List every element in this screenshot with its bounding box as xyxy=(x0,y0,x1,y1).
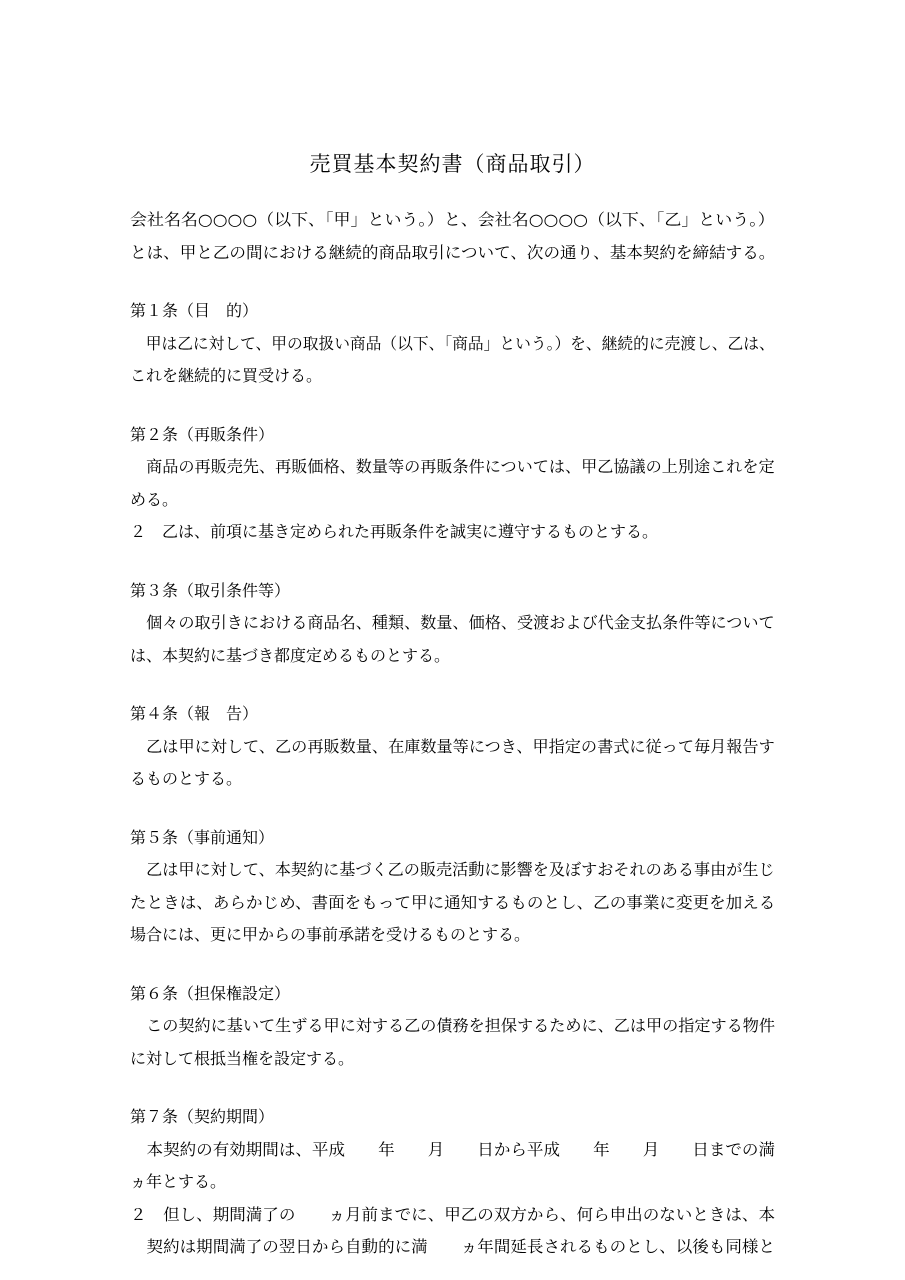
article-text-line: ２ 乙は、前項に基き定められた再販条件を誠実に遵守するものとする。 xyxy=(130,522,659,541)
article-heading: 第３条（取引条件等） xyxy=(130,580,291,600)
article-heading: 第２条（再販条件） xyxy=(130,424,275,444)
article-text-line: これを継続的に買受ける。 xyxy=(130,366,323,385)
article-text-line: 契約は期間満了の翌日から自動的に満 ヵ年間延長されるものとし、以後も同様と xyxy=(130,1237,776,1256)
article-text-line: は、本契約に基づき都度定めるものとする。 xyxy=(130,645,451,665)
article-heading: 第５条（事前通知） xyxy=(130,827,275,847)
article-text-line: この契約に基いて生ずる甲に対する乙の債務を担保するために、乙は甲の指定する物件 xyxy=(130,1016,776,1035)
article-text-line: たときは、あらかじめ、書面をもって甲に通知するものとし、乙の事業に変更を加える xyxy=(130,892,776,912)
article-text-line: 乙は甲に対して、乙の再販数量、在庫数量等につき、甲指定の書式に従って毎月報告す xyxy=(130,736,775,756)
article-text-line: 場合には、更に甲からの事前承諾を受けるものとする。 xyxy=(130,925,531,944)
article-text-line: 商品の再販売先、再販価格、数量等の再販条件については、甲乙協議の上別途これを定 xyxy=(130,457,775,476)
intro-line: 会社名名○○○○（以下、「甲」という。）と、会社名○○○○（以下、「乙」という。） xyxy=(130,210,775,229)
article-heading: 第４条（報 告） xyxy=(130,704,259,723)
article-heading: 第７条（契約期間） xyxy=(130,1107,275,1126)
article-text-line: 本契約の有効期間は、平成 年 月 日から平成 年 月 日までの満 xyxy=(130,1139,776,1159)
article-text-line: に対して根抵当権を設定する。 xyxy=(130,1048,355,1068)
article-text-line: ２ 但し、期間満了の ヵ月前までに、甲乙の双方から、何ら申出のないときは、本 xyxy=(130,1204,776,1224)
article-text-line: ヵ年とする。 xyxy=(130,1172,227,1191)
intro-line: とは、甲と乙の間における継続的商品取引について、次の通り、基本契約を締結する。 xyxy=(130,242,776,262)
article-text-line: るものとする。 xyxy=(130,769,243,788)
article-text-line: 甲は乙に対して、甲の取扱い商品（以下、「商品」という。）を、継続的に売渡し、乙は、 xyxy=(130,333,775,353)
article-heading: 第６条（担保権設定） xyxy=(130,983,291,1003)
article-heading: 第１条（目 的） xyxy=(130,301,259,320)
article-text-line: める。 xyxy=(130,489,179,509)
article-text-line: 個々の取引きにおける商品名、種類、数量、価格、受渡および代金支払条件等について xyxy=(130,613,775,632)
document-title: 売買基本契約書（商品取引） xyxy=(309,152,596,176)
article-text-line: 乙は甲に対して、本契約に基づく乙の販売活動に影響を及ぼすおそれのある事由が生じ xyxy=(130,860,775,879)
